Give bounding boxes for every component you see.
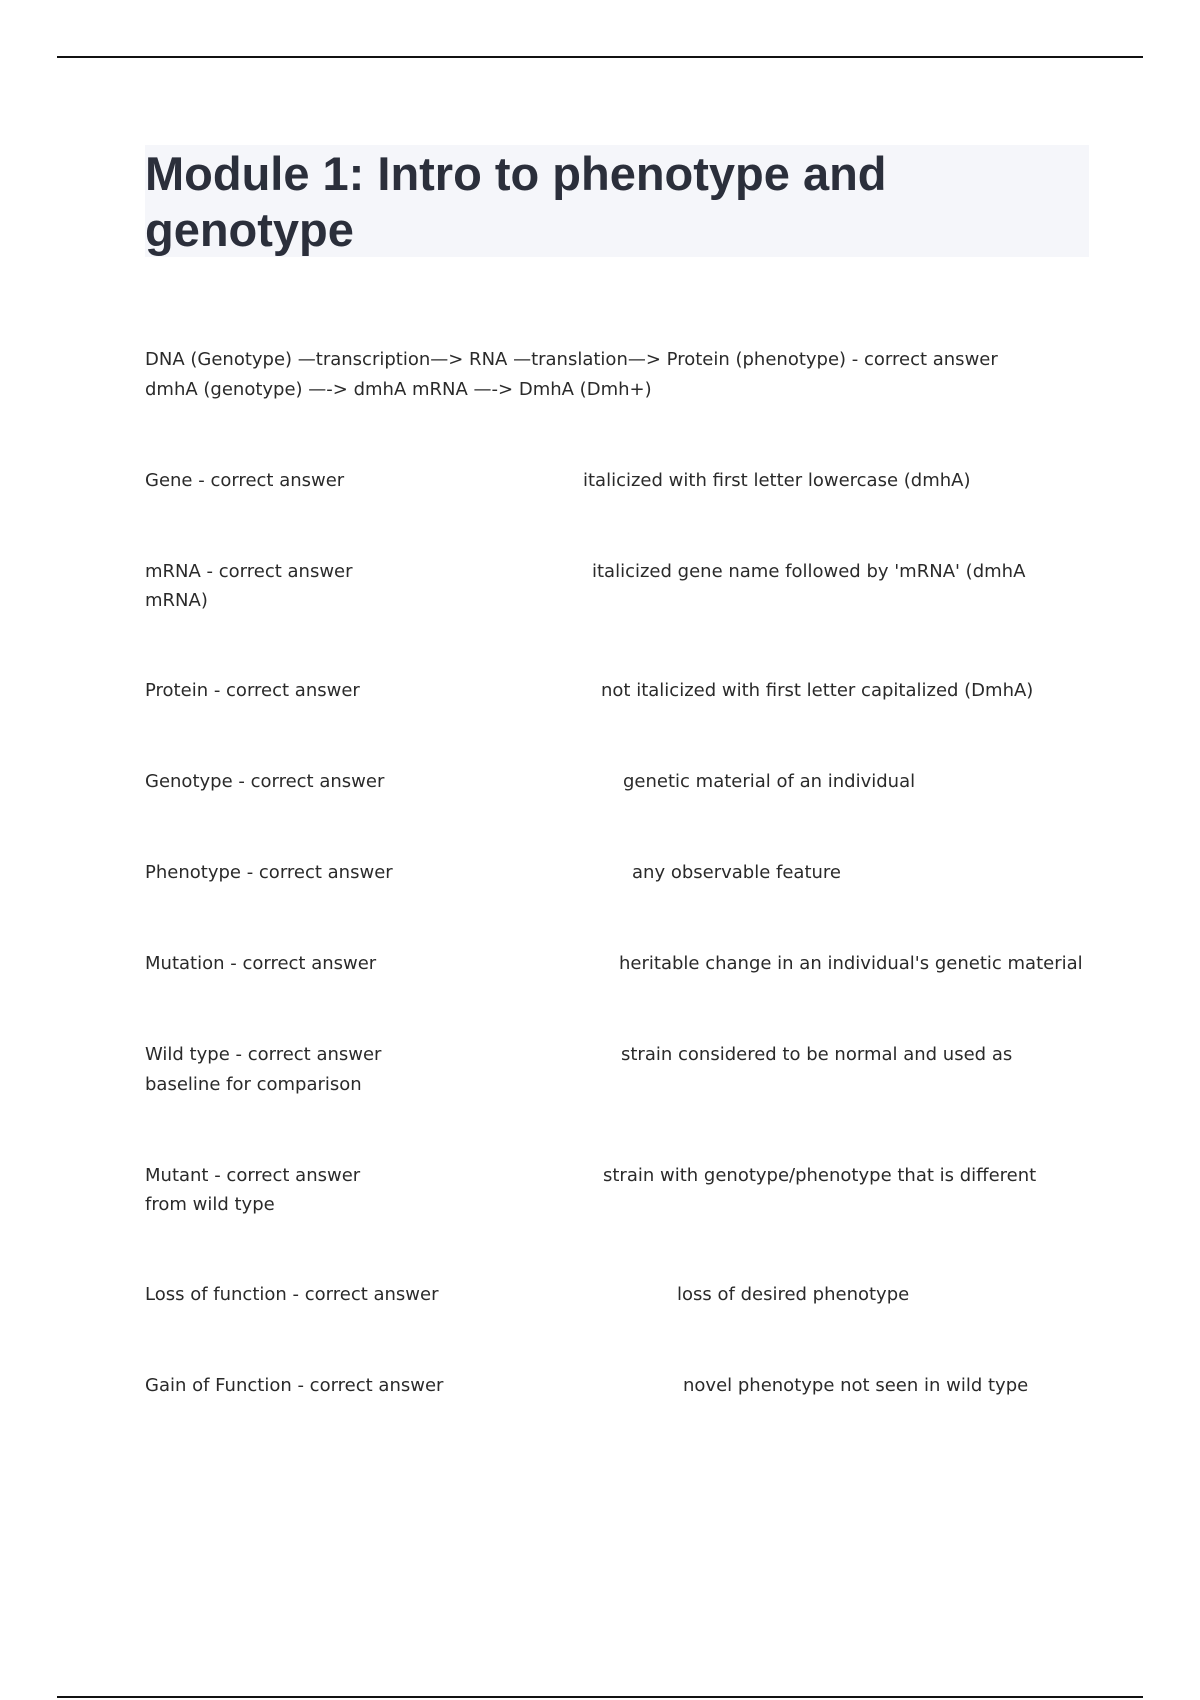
card-term: Mutant - correct answer bbox=[145, 1165, 361, 1186]
card-protein-definition: not italicized with first letter capitalized (DmhA) bbox=[601, 680, 1034, 701]
page-title: Module 1: Intro to phenotype and genotype bbox=[145, 147, 887, 256]
card-wild-type-continuation: baseline for comparison bbox=[145, 1074, 362, 1095]
card-mrna bbox=[145, 557, 353, 587]
card-mutant bbox=[145, 1161, 360, 1191]
card-protein bbox=[145, 676, 360, 706]
card-mutation bbox=[145, 949, 376, 979]
card-gain-of-function-definition: novel phenotype not seen in wild type bbox=[683, 1375, 1029, 1396]
bottom-divider bbox=[57, 1696, 1143, 1698]
card-gene-definition: italicized with first letter lowercase (dmhA) bbox=[583, 470, 971, 491]
card-gene bbox=[145, 466, 344, 496]
card-wild-type bbox=[145, 1040, 381, 1070]
intro-line-1: DNA (Genotype) —transcription—> RNA —translation—> Protein (phenotype) - correct answer bbox=[145, 349, 998, 370]
card-phenotype bbox=[145, 858, 393, 888]
card-mrna-definition: italicized gene name followed by 'mRNA' (dmhA bbox=[592, 561, 1026, 582]
card-term: Protein - correct answer bbox=[145, 680, 360, 701]
card-genotype bbox=[145, 767, 384, 797]
top-divider bbox=[57, 56, 1143, 58]
card-mrna-continuation: mRNA) bbox=[145, 590, 208, 611]
card-term: Wild type - correct answer bbox=[145, 1044, 382, 1065]
card-phenotype-definition: any observable feature bbox=[632, 862, 841, 883]
card-term: mRNA - correct answer bbox=[145, 561, 353, 582]
card-term: Loss of function - correct answer bbox=[145, 1284, 439, 1305]
card-genotype-definition: genetic material of an individual bbox=[623, 771, 916, 792]
card-wild-type-definition: strain considered to be normal and used as bbox=[621, 1044, 1013, 1065]
intro-line-2: dmhA (genotype) —-> dmhA mRNA —-> DmhA (Dmh+) bbox=[145, 379, 652, 400]
card-term: Gain of Function - correct answer bbox=[145, 1375, 444, 1396]
card-term: Gene - correct answer bbox=[145, 470, 345, 491]
card-mutant-definition: strain with genotype/phenotype that is different bbox=[603, 1165, 1037, 1186]
card-term: Phenotype - correct answer bbox=[145, 862, 393, 883]
card-term: Mutation - correct answer bbox=[145, 953, 377, 974]
card-loss-of-function-definition: loss of desired phenotype bbox=[677, 1284, 910, 1305]
card-term: Genotype - correct answer bbox=[145, 771, 385, 792]
intro-paragraph bbox=[145, 345, 998, 405]
card-loss-of-function bbox=[145, 1280, 439, 1310]
card-mutation-definition: heritable change in an individual's genetic material bbox=[619, 953, 1083, 974]
card-gain-of-function bbox=[145, 1371, 443, 1401]
card-mutant-continuation: from wild type bbox=[145, 1194, 275, 1215]
